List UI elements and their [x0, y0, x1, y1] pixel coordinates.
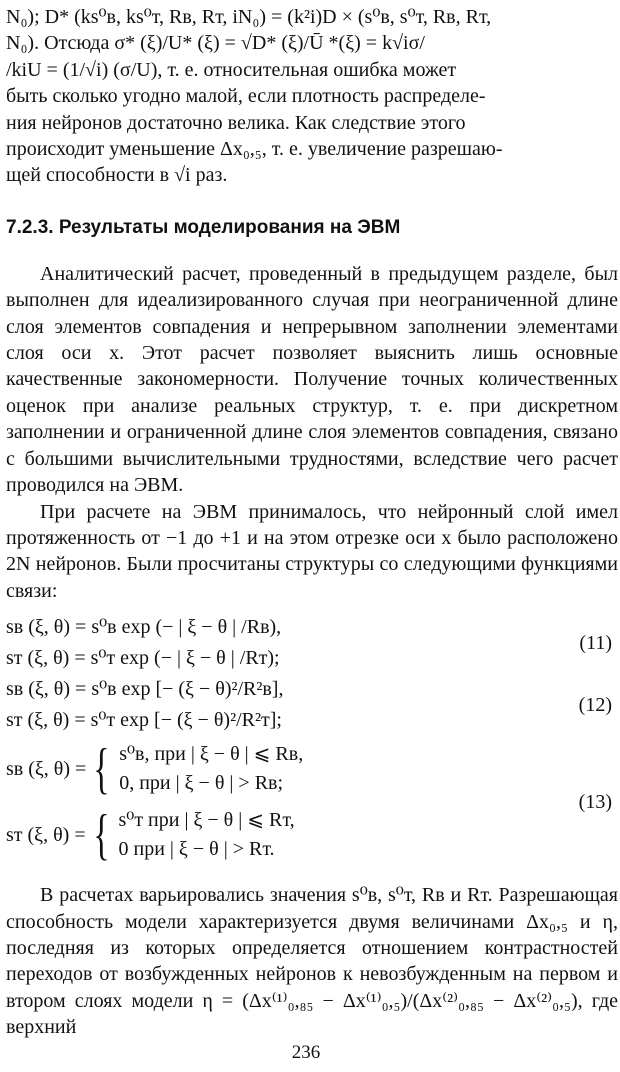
equation-number: (13) — [578, 790, 612, 813]
equation-line: sв (ξ, θ) = s⁰в exp [− (ξ − θ)²/R²в], — [6, 678, 284, 701]
equation-cases — [119, 806, 295, 864]
equation-case: 0, при | ξ − θ | > Rв; — [119, 772, 284, 795]
equation-number: (11) — [579, 631, 612, 654]
intro-line: быть сколько угодно малой, если плотность распределе- — [6, 85, 486, 108]
left-brace-symbol: { — [93, 738, 110, 801]
piecewise-equation — [6, 802, 618, 868]
intro-paragraph — [6, 4, 618, 189]
equation-cases — [119, 740, 303, 798]
equation-13 — [6, 736, 618, 868]
paragraph-resolution: В расчетах варьировались значения s⁰в, s⁰т, Rв и Rт. Разрешающая способность модели характеризуется двумя величинами Δx₀,₅ и η, последняя из которых определяется отношением контрастностей переходов от возбужденных нейронов к невозбужденным на первом и втором слоях модели η = (Δx⁽¹⁾₀,₈₅ − Δx⁽¹⁾₀,₅)/(Δx⁽²⁾₀,₈₅ − Δx⁽²⁾₀,₅), где верхний — [6, 884, 618, 1039]
equation-number: (12) — [578, 693, 612, 716]
equation-12 — [6, 674, 618, 736]
intro-line: щей способности в √i раз. — [6, 164, 228, 187]
book-page — [6, 4, 618, 1041]
equation-case: s⁰в, при | ξ − θ | ⩽ Rв, — [119, 743, 304, 766]
intro-line: N₀); D* (ks⁰в, ks⁰т, Rв, Rт, iN₀) = (k²i)D × (s⁰в, s⁰т, Rв, Rт, — [6, 6, 492, 28]
equation-line: sт (ξ, θ) = s⁰т exp (− | ξ − θ | /Rт); — [6, 647, 280, 670]
piecewise-equation — [6, 736, 618, 802]
equation-line: sв (ξ, θ) = s⁰в exp (− | ξ − θ | /Rв), — [6, 616, 282, 639]
page-number: 236 — [291, 1042, 321, 1063]
equation-line: sт (ξ, θ) = s⁰т exp [− (ξ − θ)²/R²т]; — [6, 709, 282, 732]
left-brace-symbol: { — [93, 804, 110, 867]
paragraph-computer-setup: При расчете на ЭВМ принималось, что нейронный слой имел протяженность от −1 до +1 и на этом отрезке оси x было расположено 2N нейронов. Были просчитаны структуры со следующими функциями связи: — [6, 500, 618, 602]
paragraph-analytic-calculation: Аналитический расчет, проведенный в предыдущем разделе, был выполнен для идеализированного случая при неограниченной длине слоя элементов совпадения и непрерывном заполнении элементами слоя оси x. Этот расчет позволяет выяснить лишь основные качественные закономерности. Получение точных количественных оценок при анализе реальных структур, т. е. при дискретном заполнении и ограниченной длине слоя элементов совпадения, связано с большими вычислительными трудностями, вследствие чего расчет проводился на ЭВМ. — [6, 262, 618, 497]
equation-11 — [6, 612, 618, 674]
equation-case: s⁰т при | ξ − θ | ⩽ Rт, — [118, 809, 295, 832]
section-heading: 7.2.3. Результаты моделирования на ЭВМ — [6, 216, 401, 238]
intro-line: происходит уменьшение Δx₀,₅, т. е. увеличение разрешаю- — [6, 138, 503, 161]
equation-case: 0 при | ξ − θ | > Rт. — [118, 838, 275, 861]
equation-lhs: sв (ξ, θ) = — [6, 757, 87, 780]
intro-line: N₀). Отсюда σ* (ξ)/U* (ξ) = √D* (ξ)/Ū *(ξ) = k√iσ/ — [6, 32, 425, 55]
equation-lhs: sт (ξ, θ) = — [6, 823, 86, 846]
intro-line: ния нейронов достаточно велика. Как следствие этого — [6, 111, 466, 134]
intro-line: /kiU = (1/√i) (σ/U), т. е. относительная ошибка может — [6, 58, 457, 81]
